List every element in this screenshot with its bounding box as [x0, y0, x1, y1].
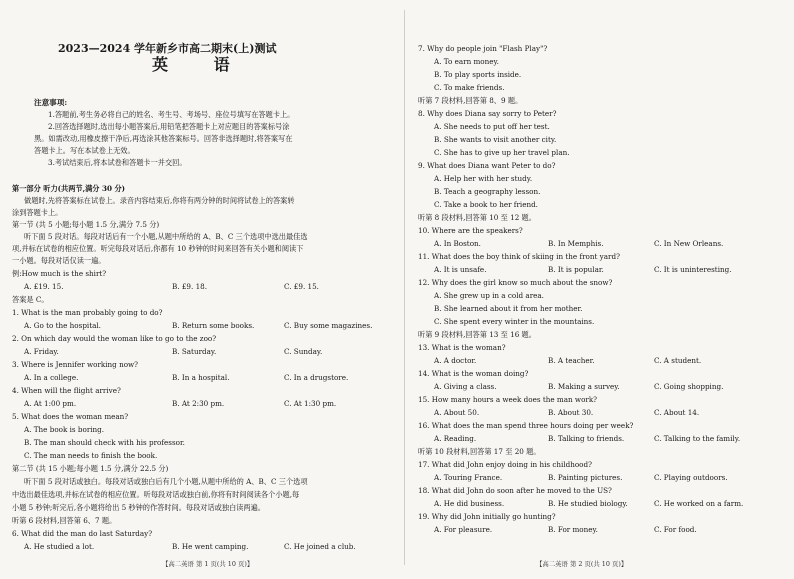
- option-a: A. In Boston.: [434, 239, 481, 248]
- left-column: [12, 0, 392, 579]
- example-option: B. £9. 18.: [172, 282, 207, 291]
- notes-heading: 注意事项:: [34, 98, 68, 107]
- option-b: B. Talking to friends.: [548, 434, 625, 443]
- option-b: B. For money.: [548, 525, 598, 534]
- section1-heading: 第一节 (共 5 小题;每小题 1.5 分,满分 7.5 分): [12, 220, 160, 229]
- option-c: C. Playing outdoors.: [654, 473, 728, 482]
- column-divider: [404, 10, 405, 565]
- option-a: A. She needs to put off her test.: [434, 122, 550, 131]
- part1-heading: 第一部分 听力(共两节,满分 30 分): [12, 184, 126, 193]
- option-a: A. About 50.: [434, 408, 480, 417]
- question-text: 19. Why did John initially go hunting?: [418, 512, 556, 521]
- option-a: A. In a college.: [24, 373, 79, 382]
- option-b: B. The man should check with his professor.: [24, 438, 185, 447]
- example-option: A. £19. 15.: [24, 282, 64, 291]
- option-b: B. Return some books.: [172, 321, 255, 330]
- option-c: C. About 14.: [654, 408, 700, 417]
- section2-intro: 听下面 5 段对话或独白。每段对话或独白后有几个小题,从题中所给的 A、B、C 三个选项: [24, 477, 308, 486]
- option-c: C. It is uninteresting.: [654, 265, 732, 274]
- question-text: 4. When will the flight arrive?: [12, 386, 121, 395]
- material-9: 听第 9 段材料,回答第 13 至 16 题。: [418, 330, 536, 339]
- option-c: C. At 1:30 pm.: [284, 399, 337, 408]
- option-a: A. Reading.: [434, 434, 477, 443]
- question-text: 11. What does the boy think of skiing in the front yard?: [418, 252, 620, 261]
- question-text: 18. What did John do soon after he moved to the US?: [418, 486, 612, 495]
- option-a: A. Friday.: [24, 347, 59, 356]
- question-text: 2. On which day would the woman like to go to the zoo?: [12, 334, 217, 343]
- question-text: 1. What is the man probably going to do?: [12, 308, 163, 317]
- question-text: 3. Where is Jennifer working now?: [12, 360, 139, 369]
- option-c: C. She has to give up her travel plan.: [434, 148, 570, 157]
- question-text: 12. Why does the girl know so much about the snow?: [418, 278, 613, 287]
- question-text: 9. What does Diana want Peter to do?: [418, 161, 556, 170]
- option-c: C. Buy some magazines.: [284, 321, 373, 330]
- example-answer: 答案是 C。: [12, 295, 49, 304]
- option-c: C. He worked on a farm.: [654, 499, 744, 508]
- option-b: B. A teacher.: [548, 356, 595, 365]
- option-c: C. For food.: [654, 525, 697, 534]
- question-text: 14. What is the woman doing?: [418, 369, 529, 378]
- option-c: C. In a drugstore.: [284, 373, 349, 382]
- material-8: 听第 8 段材料,回答第 10 至 12 题。: [418, 213, 536, 222]
- option-b: B. In Memphis.: [548, 239, 604, 248]
- page-footer-right: 【高二英语 第 2 页(共 10 页)】: [536, 560, 628, 568]
- option-b: B. Teach a geography lesson.: [434, 187, 541, 196]
- option-a: A. Go to the hospital.: [24, 321, 101, 330]
- option-b: B. She learned about it from her mother.: [434, 304, 583, 313]
- option-a: A. Help her with her study.: [434, 174, 533, 183]
- option-a: A. A doctor.: [434, 356, 477, 365]
- section2-intro: 小题 5 秒钟;听完后,各小题将给出 5 秒钟的作答时间。每段对话或独白读两遍。: [12, 503, 265, 512]
- example-question: 例:How much is the shirt?: [12, 269, 107, 278]
- example-option: C. £9. 15.: [284, 282, 319, 291]
- option-a: A. At 1:00 pm.: [24, 399, 77, 408]
- option-c: C. She spent every winter in the mountains.: [434, 317, 595, 326]
- option-c: C. Take a book to her friend.: [434, 200, 538, 209]
- section1-intro: 项,并标在试卷的相应位置。听完每段对话后,你都有 10 秒钟的时间来回答有关小题和阅读下: [12, 244, 304, 253]
- option-b: B. To play sports inside.: [434, 70, 522, 79]
- note-line: 1.答题前,考生务必将自己的姓名、考生号、考场号、座位号填写在答题卡上。: [48, 110, 295, 119]
- question-text: 17. What did John enjoy doing in his childhood?: [418, 460, 592, 469]
- option-b: B. He studied biology.: [548, 499, 628, 508]
- section1-intro: 一小题。每段对话仅读一遍。: [12, 256, 106, 265]
- note-line: 3.考试结束后,将本试卷和答题卡一并交回。: [48, 158, 187, 167]
- option-b: B. Saturday.: [172, 347, 217, 356]
- part1-intro: 涂到答题卡上。: [12, 208, 63, 217]
- note-line: 黑。如需改动,用橡皮擦干净后,再选涂其他答案标号。回答非选择题时,将答案写在: [34, 134, 293, 143]
- section2-intro: 中选出最佳选项,并标在试卷的相应位置。听每段对话或独白前,你将有时间阅读各个小题,每: [12, 490, 300, 499]
- question-text: 15. How many hours a week does the man work?: [418, 395, 598, 404]
- option-a: A. She grew up in a cold area.: [434, 291, 544, 300]
- option-c: C. Going shopping.: [654, 382, 724, 391]
- material-6: 听第 6 段材料,回答第 6、7 题。: [12, 516, 117, 525]
- option-a: A. Giving a class.: [434, 382, 497, 391]
- option-b: B. Painting pictures.: [548, 473, 623, 482]
- question-text: 13. What is the woman?: [418, 343, 506, 352]
- option-c: C. In New Orleans.: [654, 239, 724, 248]
- note-line: 答题卡上。写在本试卷上无效。: [34, 146, 135, 155]
- section1-intro: 听下面 5 段对话。每段对话后有一个小题,从题中所给的 A、B、C 三个选项中选出最佳选: [24, 232, 308, 241]
- option-b: B. At 2:30 pm.: [172, 399, 225, 408]
- option-c: C. To make friends.: [434, 83, 505, 92]
- option-c: C. He joined a club.: [284, 542, 356, 551]
- question-text: 16. What does the man spend three hours doing per week?: [418, 421, 634, 430]
- section2-heading: 第二节 (共 15 小题;每小题 1.5 分,满分 22.5 分): [12, 464, 169, 473]
- option-b: B. It is popular.: [548, 265, 604, 274]
- option-a: A. The book is boring.: [24, 425, 105, 434]
- option-a: A. He studied a lot.: [24, 542, 95, 551]
- page-footer-left: 【高二英语 第 1 页(共 10 页)】: [162, 560, 254, 568]
- question-text: 6. What did the man do last Saturday?: [12, 529, 153, 538]
- question-text: 8. Why does Diana say sorry to Peter?: [418, 109, 557, 118]
- option-a: A. It is unsafe.: [434, 265, 487, 274]
- question-text: 7. Why do people join "Flash Play"?: [418, 44, 548, 53]
- option-a: A. To earn money.: [434, 57, 499, 66]
- option-b: B. In a hospital.: [172, 373, 230, 382]
- option-a: A. Touring France.: [434, 473, 503, 482]
- exam-subject: 英 语: [152, 55, 250, 74]
- option-b: B. She wants to visit another city.: [434, 135, 557, 144]
- option-a: A. For pleasure.: [434, 525, 493, 534]
- option-b: B. He went camping.: [172, 542, 249, 551]
- option-c: C. Sunday.: [284, 347, 323, 356]
- material-10: 听第 10 段材料,回答第 17 至 20 题。: [418, 447, 541, 456]
- material-7: 听第 7 段材料,回答第 8、9 题。: [418, 96, 523, 105]
- question-text: 10. Where are the speakers?: [418, 226, 523, 235]
- option-c: C. The man needs to finish the book.: [24, 451, 158, 460]
- option-c: C. A student.: [654, 356, 702, 365]
- right-column: [418, 0, 768, 579]
- exam-title: 2023—2024 学年新乡市高二期末(上)测试: [58, 42, 277, 55]
- option-b: B. About 30.: [548, 408, 594, 417]
- note-line: 2.回答选择题时,选出每小题答案后,用铅笔把答题卡上对应题目的答案标号涂: [48, 122, 290, 131]
- option-c: C. Talking to the family.: [654, 434, 741, 443]
- option-a: A. He did business.: [434, 499, 505, 508]
- question-text: 5. What does the woman mean?: [12, 412, 129, 421]
- part1-intro: 做题时,先将答案标在试卷上。录音内容结束后,你将有两分钟的时间将试卷上的答案转: [24, 196, 295, 205]
- option-b: B. Making a survey.: [548, 382, 620, 391]
